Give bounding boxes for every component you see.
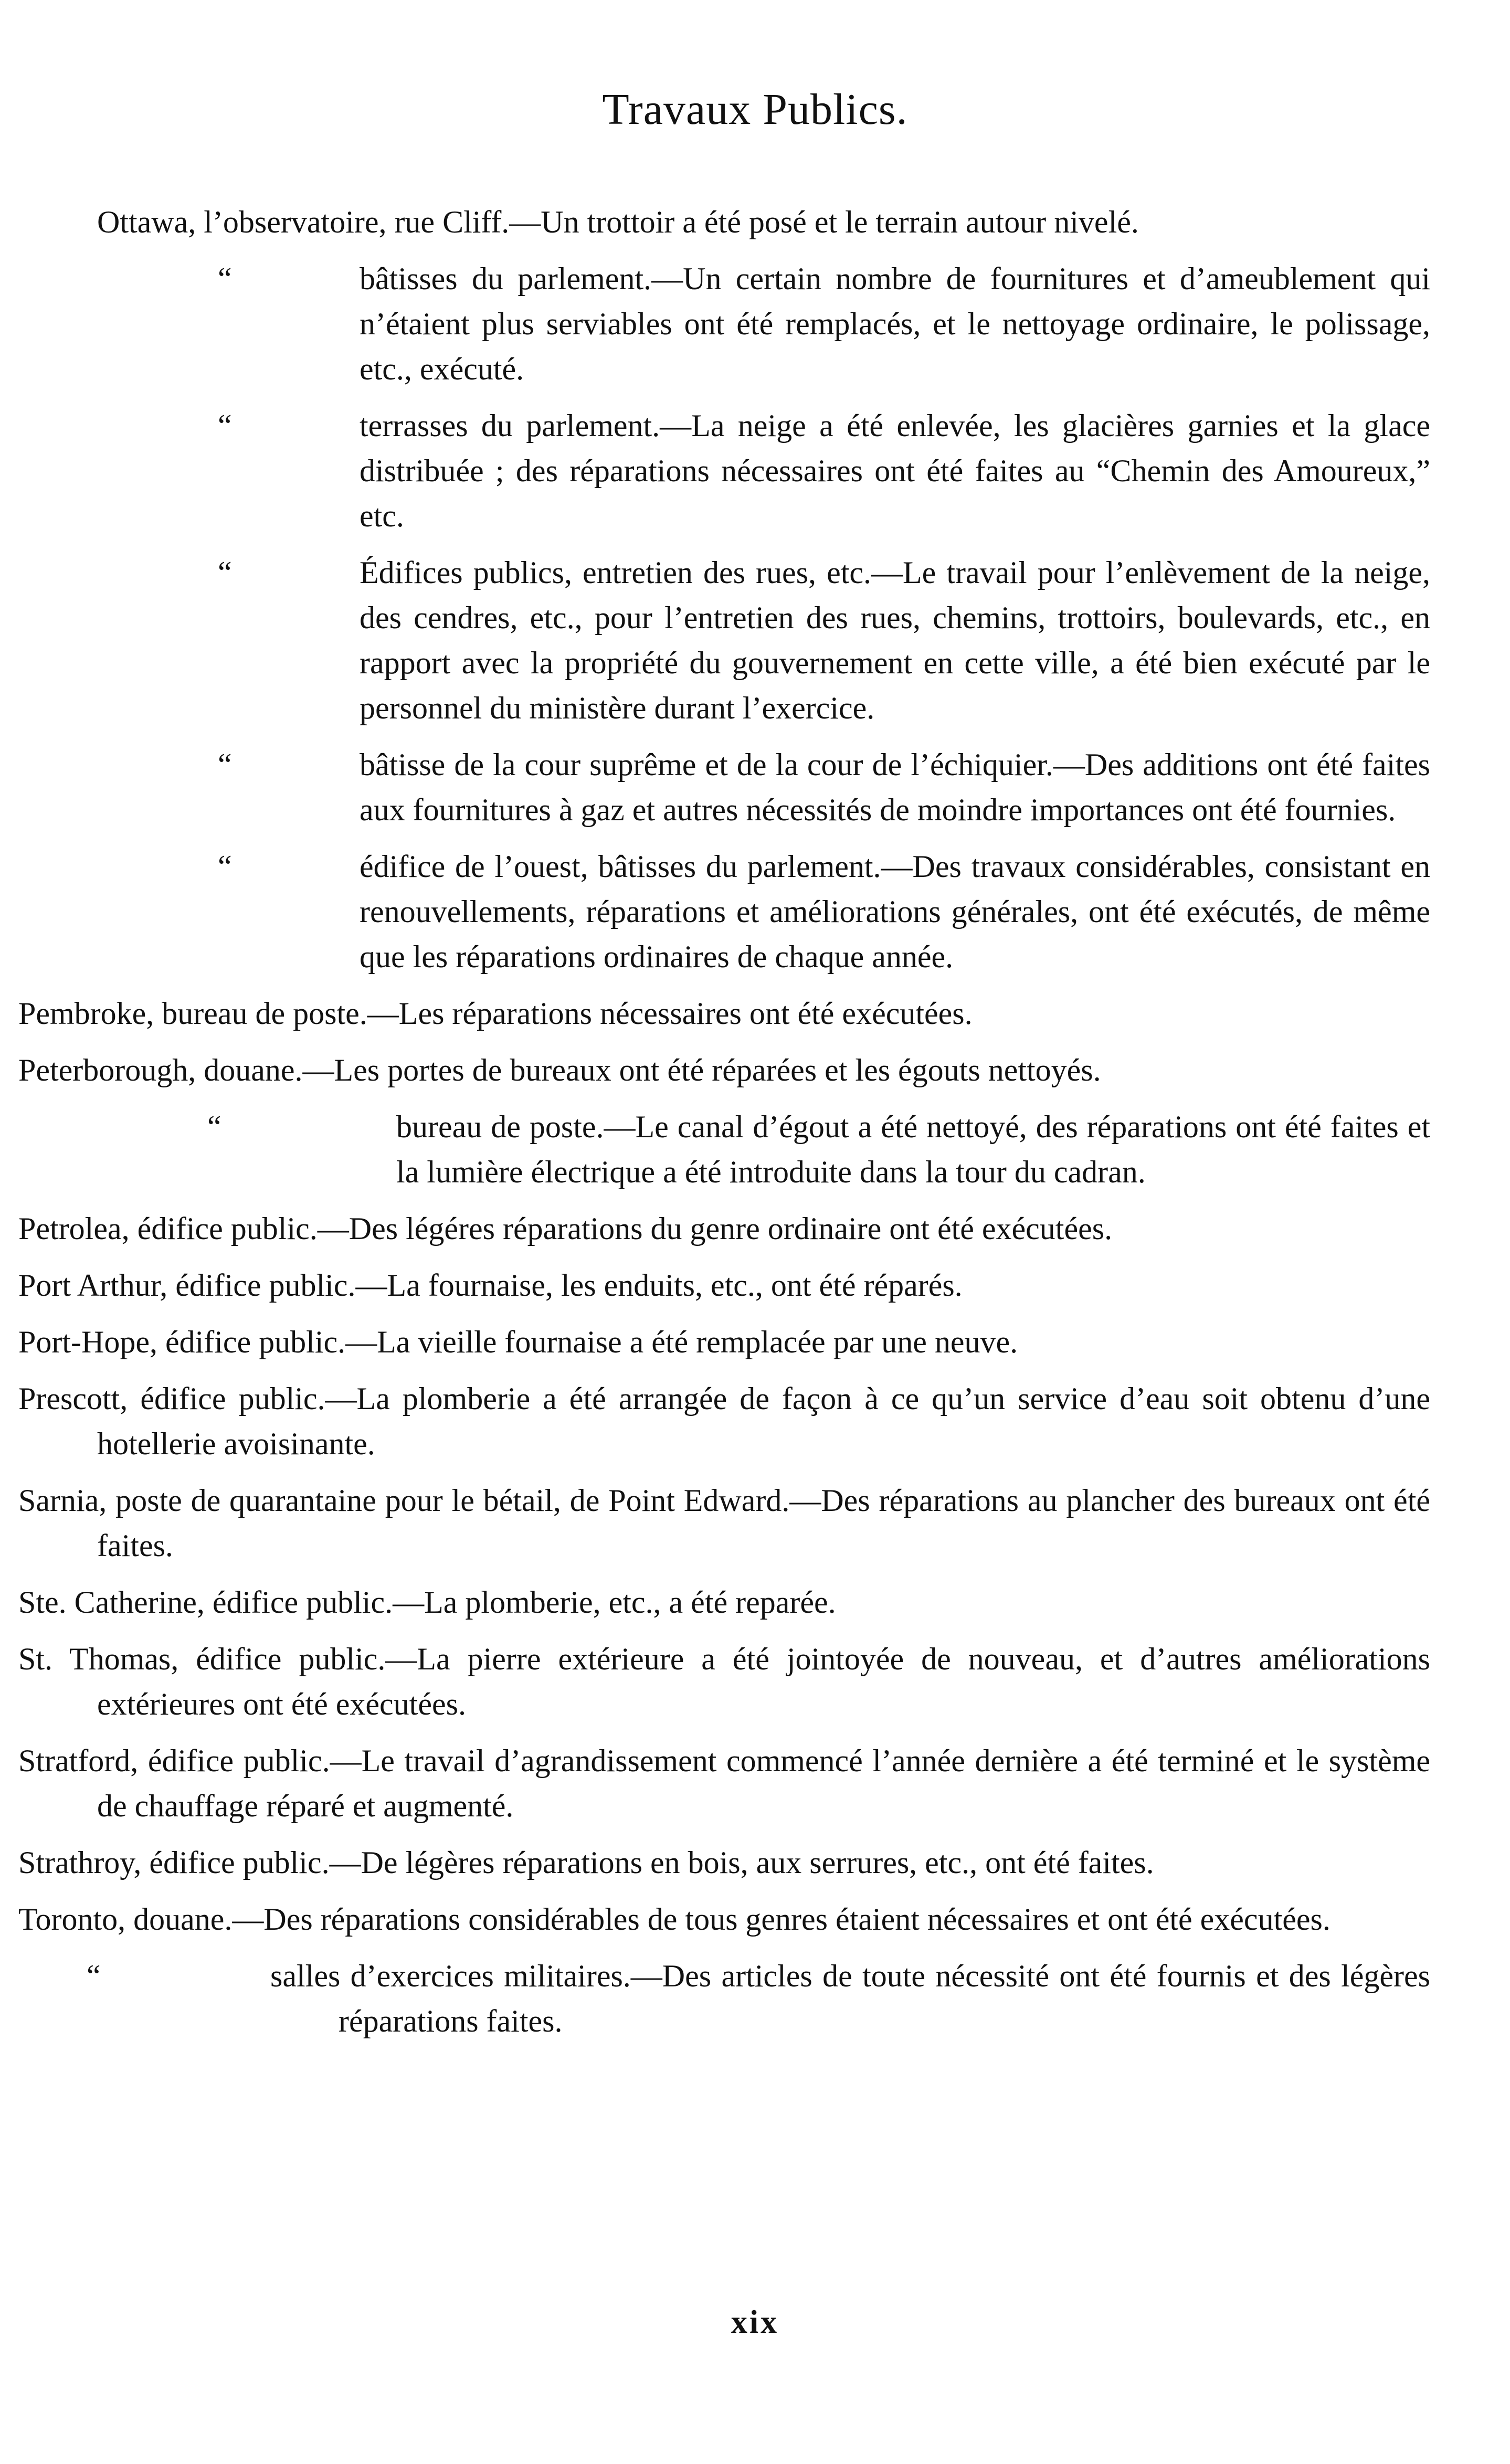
page-title: Travaux Publics. [602, 85, 908, 134]
ditto-mark: “ [207, 1109, 221, 1144]
entry-peterborough-bureau-poste [97, 1104, 1430, 1194]
entry-text: Peterborough, douane.—Les portes de bureaux ont été réparées et les égouts nettoyés. [18, 1053, 1101, 1087]
entry-text: édifice de l’ouest, bâtisses du parlement.—Des travaux considérables, consistant en renouvellements, réparations et améliorations générales, ont été exécutés, de même que les réparations ordinaires de chaque année. [360, 849, 1430, 974]
entry-text: terrasses du parlement.—La neige a été enlevée, les glacières garnies et la glace distribuée ; des réparations nécessaires ont été faites au “Chemin des Amoureux,” etc. [360, 408, 1430, 533]
entry-text: bâtisse de la cour suprême et de la cour de l’échiquier.—Des additions ont été faites aux fournitures à gaz et autres nécessités de moindre importances ont été fournies. [360, 747, 1430, 827]
entry-sarnia [18, 1478, 1430, 1568]
ditto-mark: “ [218, 747, 232, 782]
entry-st-thomas [18, 1636, 1430, 1727]
entry-ottawa-edifices-publics [97, 550, 1430, 731]
entry-text: Ste. Catherine, édifice public.—La plomberie, etc., a été reparée. [18, 1585, 836, 1620]
entry-toronto-douane [18, 1897, 1430, 1942]
entry-text: Ottawa, l’observatoire, rue Cliff.—Un trottoir a été posé et le terrain autour nivelé. [97, 205, 1139, 239]
entry-ste-catherine [18, 1580, 1430, 1625]
page-number: xix [731, 2304, 779, 2340]
entry-port-hope [18, 1319, 1430, 1365]
entry-text: bâtisses du parlement.—Un certain nombre de fournitures et d’ameublement qui n’étaient plus serviables ont été remplacés, et le nettoyage ordinaire, le polissage, etc., exécuté. [360, 261, 1430, 386]
entry-text: St. Thomas, édifice public.—La pierre extérieure a été jointoyée de nouveau, et d’autres améliorations extérieures ont été exécutées. [18, 1642, 1430, 1721]
entry-ottawa-edifice-ouest [97, 844, 1430, 979]
entry-text: Sarnia, poste de quarantaine pour le bétail, de Point Edward.—Des réparations au plancher des bureaux ont été faites. [18, 1483, 1430, 1563]
entry-prescott [18, 1376, 1430, 1466]
entry-stratford [18, 1738, 1430, 1828]
ditto-mark: “ [218, 849, 232, 884]
ditto-mark: “ [87, 1959, 101, 1993]
entry-text: salles d’exercices militaires.—Des articles de toute nécessité ont été fournis et des légères réparations faites. [270, 1959, 1430, 2038]
entry-toronto-salles-exercices [18, 1953, 1430, 2044]
entry-text: Strathroy, édifice public.—De légères réparations en bois, aux serrures, etc., ont été faites. [18, 1845, 1154, 1880]
entry-ottawa-terrasses-parlement [97, 403, 1430, 538]
entry-text: Petrolea, édifice public.—Des légéres réparations du genre ordinaire ont été exécutées. [18, 1211, 1113, 1246]
entry-petrolea [18, 1206, 1430, 1251]
entry-text: Prescott, édifice public.—La plomberie a été arrangée de façon à ce qu’un service d’eau soit obtenu d’une hotellerie avoisinante. [18, 1381, 1430, 1461]
entry-ottawa-observatoire [97, 199, 1430, 245]
entry-ottawa-batisses-parlement [97, 256, 1430, 392]
entry-ottawa-cour-supreme [97, 742, 1430, 832]
entry-text: bureau de poste.—Le canal d’égout a été nettoyé, des réparations ont été faites et la lumière électrique a été introduite dans la tour du cadran. [396, 1109, 1430, 1189]
entry-port-arthur [18, 1263, 1430, 1308]
entry-peterborough-douane [18, 1048, 1430, 1093]
ditto-mark: “ [218, 555, 232, 590]
entry-text: Port-Hope, édifice public.—La vieille fournaise a été remplacée par une neuve. [18, 1325, 1018, 1359]
entry-pembroke [18, 991, 1430, 1036]
entries-list [18, 199, 1430, 2055]
ditto-mark: “ [218, 261, 232, 296]
entry-text: Édifices publics, entretien des rues, etc.—Le travail pour l’enlèvement de la neige, des cendres, etc., pour l’entretien des rues, chemins, trottoirs, boulevards, etc., en rapport avec la propriété du gouvernement en cette ville, a été bien exécuté par le personnel du ministère durant l’exercice. [360, 555, 1430, 725]
entry-strathroy [18, 1840, 1430, 1885]
ditto-mark: “ [218, 408, 232, 443]
entry-text: Port Arthur, édifice public.—La fournaise, les enduits, etc., ont été réparés. [18, 1268, 963, 1303]
entry-text: Pembroke, bureau de poste.—Les réparations nécessaires ont été exécutées. [18, 996, 973, 1031]
entry-text: Toronto, douane.—Des réparations considérables de tous genres étaient nécessaires et ont été exécutées. [18, 1902, 1331, 1937]
entry-text: Stratford, édifice public.—Le travail d’agrandissement commencé l’année dernière a été terminé et le système de chauffage réparé et augmenté. [18, 1743, 1430, 1823]
